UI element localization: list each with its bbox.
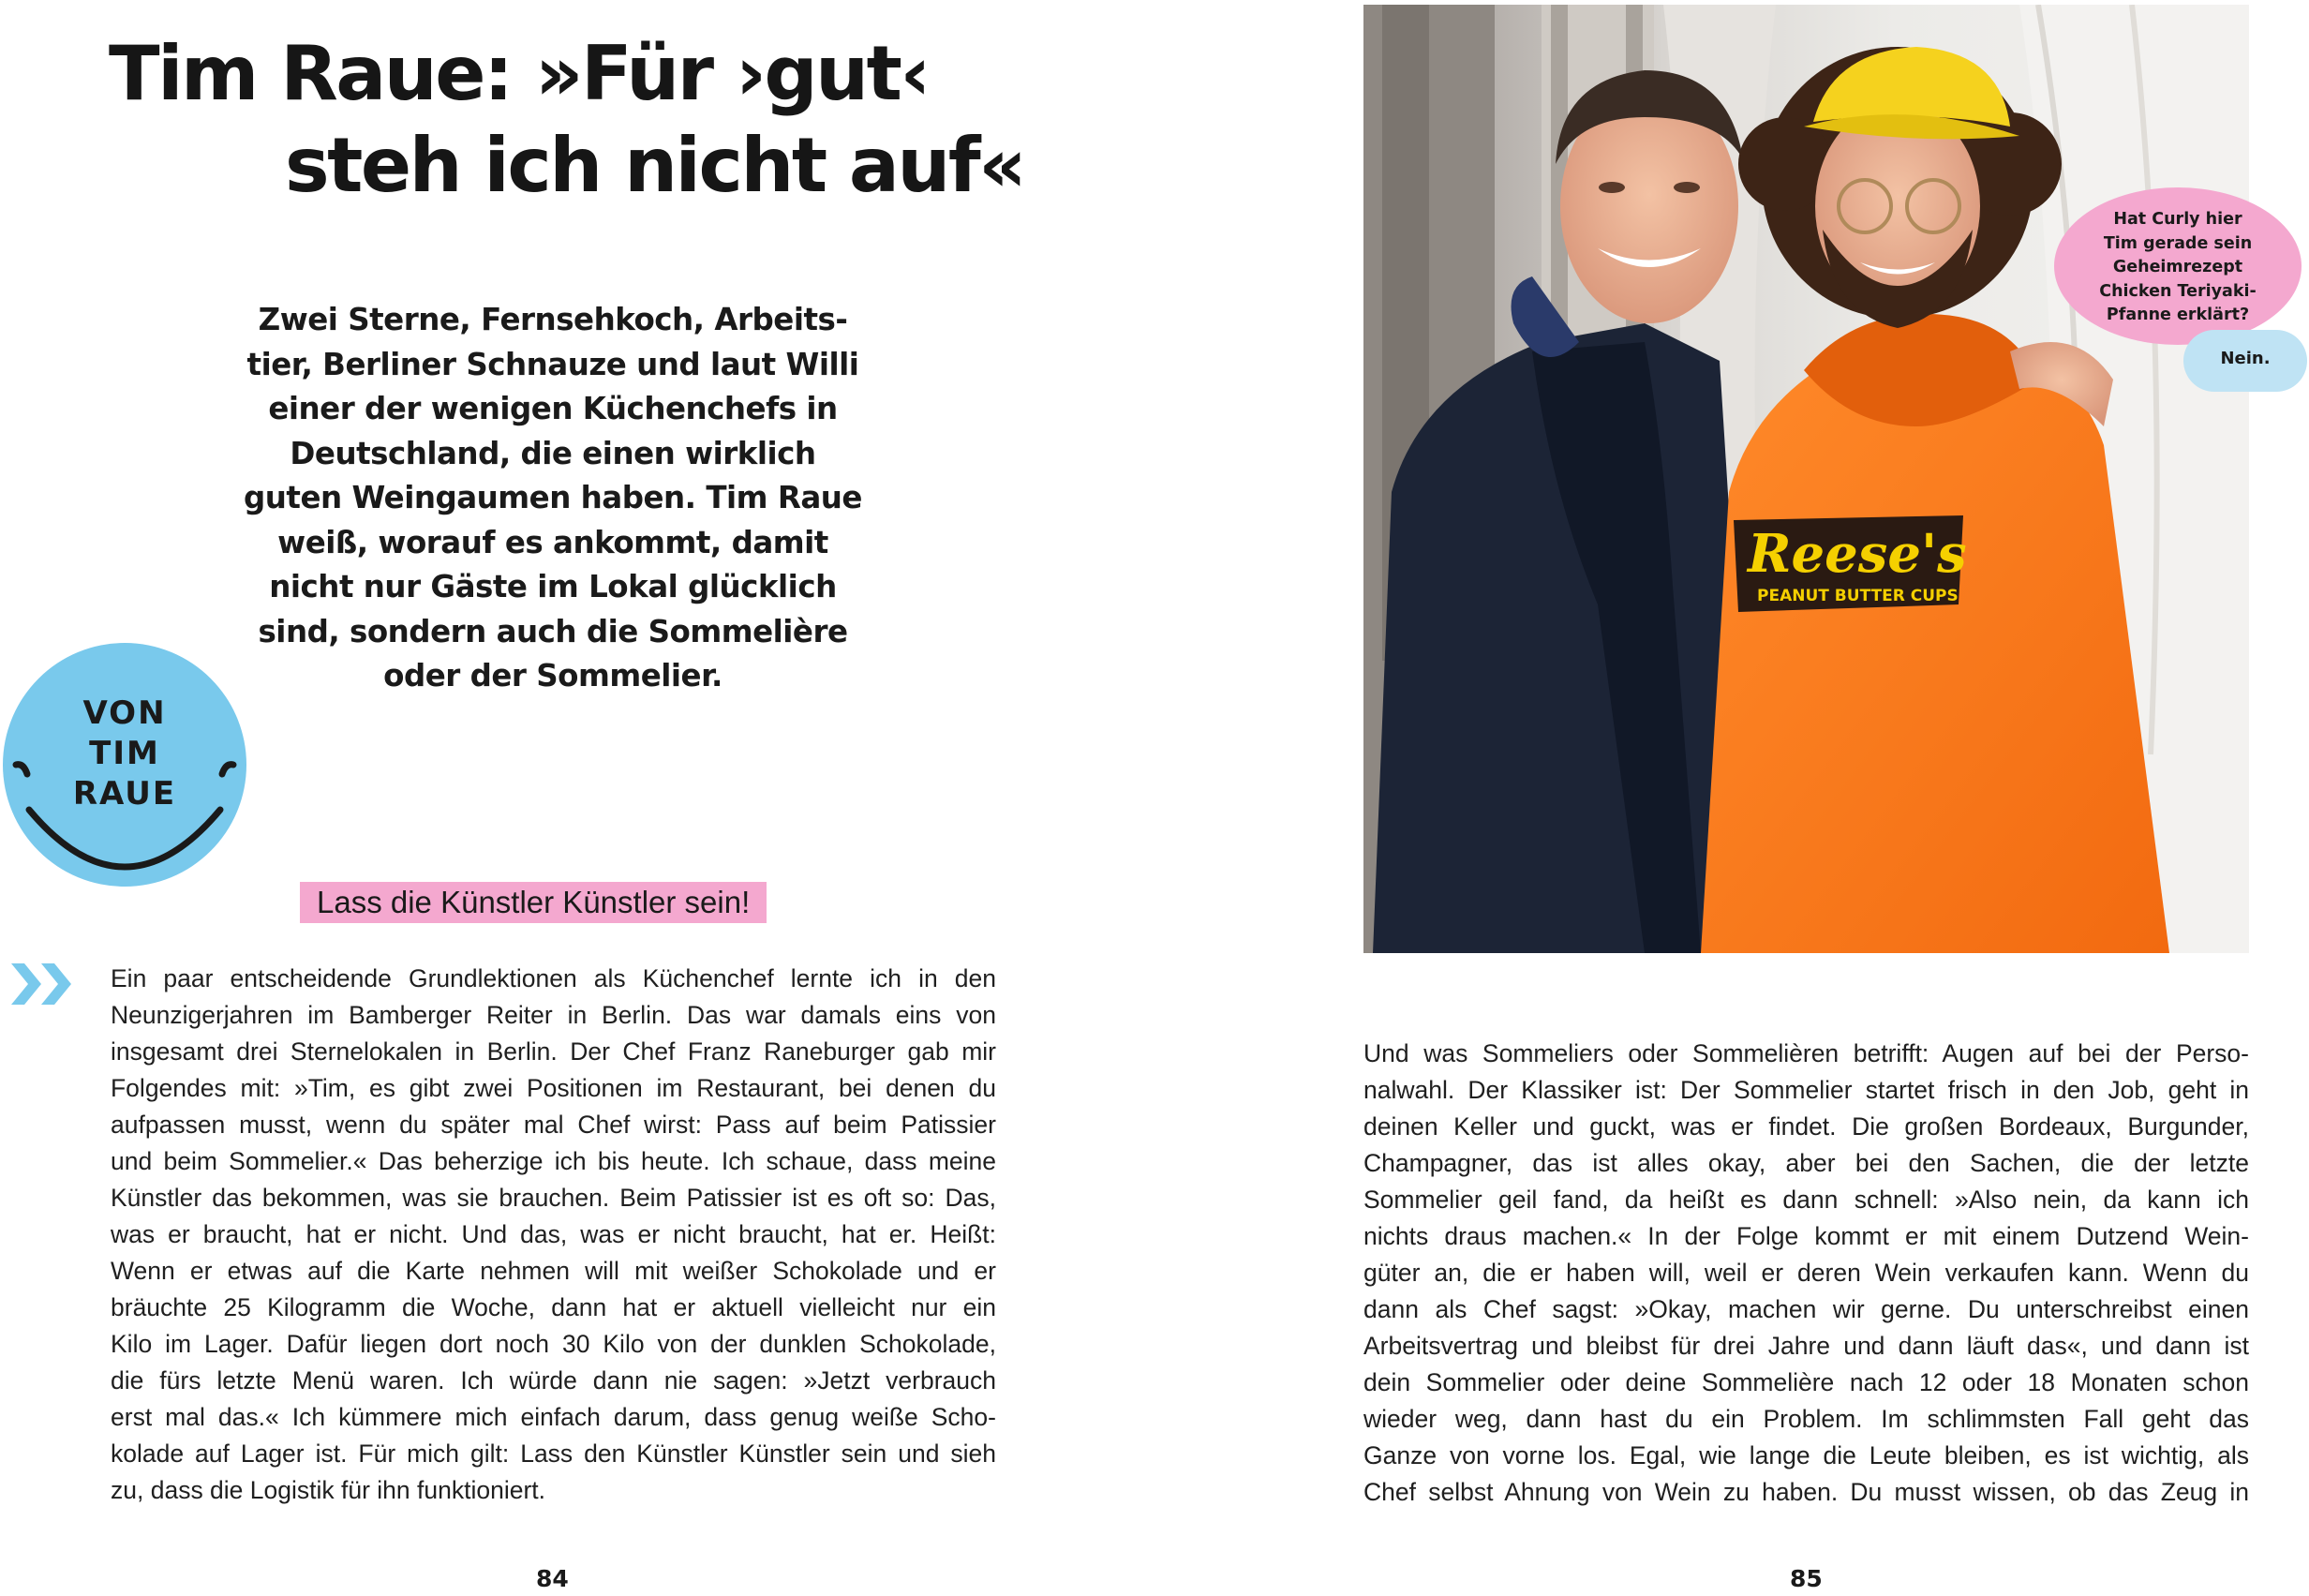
bubble-line: Hat Curly hier	[2113, 210, 2242, 229]
body-line: dann als Chef sagst: »Okay, machen wir gerne. Du unterschreibst einen	[1363, 1295, 2249, 1323]
body-line: was er braucht, hat er nicht. Und das, was er nicht braucht, hat er. Heißt:	[111, 1220, 996, 1248]
badge-text	[3, 694, 246, 814]
body-line: Ganze von vorne los. Egal, wie lange die Leute bleiben, es ist wichtig, als	[1363, 1441, 2249, 1469]
subheading: Lass die Künstler Künstler sein!	[300, 882, 767, 923]
bubble-line: Geheimrezept	[2112, 258, 2243, 276]
lead-line: tier, Berliner Schnauze und laut Willi	[246, 346, 859, 382]
lead-line: einer der wenigen Küchenchefs in	[268, 391, 838, 426]
body-line: nichts draus machen.« In der Folge kommt er mit einem Dutzend Wein-	[1363, 1222, 2249, 1250]
lead-line: Zwei Sterne, Fernsehkoch, Arbeits-	[258, 302, 848, 337]
headline-line-1: Tim Raue: »Für ›gut‹	[109, 30, 929, 117]
body-line: Kilo im Lager. Dafür liegen dort noch 30 Kilo von der dunklen Schokolade,	[111, 1330, 996, 1358]
badge-line: RAUE	[72, 775, 177, 813]
photo-tim-raue-and-curly	[1363, 5, 2249, 953]
body-line: Und was Sommeliers oder Sommelièren betrifft: Augen auf bei der Perso-	[1363, 1039, 2249, 1067]
page-number-left: 84	[536, 1565, 569, 1592]
body-line: dein Sommelier oder deine Sommelière nach 12 oder 18 Monaten schon	[1363, 1368, 2249, 1396]
photo-illustration	[1363, 5, 2249, 953]
lead-line: guten Weingaumen haben. Tim Raue	[244, 480, 862, 515]
body-line: und beim Sommelier.« Das beherzige ich bis heute. Ich schaue, dass meine	[111, 1147, 996, 1175]
body-line: nalwahl. Der Klassiker ist: Der Sommelier startet frisch in den Job, geht in	[1363, 1076, 2249, 1104]
body-line: wieder weg, dann hast du ein Problem. Im schlimmsten Fall geht das	[1363, 1405, 2249, 1433]
headline-line-2: steh ich nicht auf«	[285, 122, 1025, 209]
body-column-left	[111, 961, 996, 1509]
body-line: Arbeitsvertrag und bleibst für drei Jahre und dann läuft das«, und dann ist	[1363, 1332, 2249, 1360]
lead-line: nicht nur Gäste im Lokal glücklich	[269, 569, 837, 604]
body-line: aufpassen musst, wenn du später mal Chef wirst: Pass auf beim Patissier	[111, 1111, 996, 1139]
lead-paragraph	[234, 298, 871, 699]
body-line: Champagner, das ist alles okay, aber bei den Sachen, die der letzte	[1363, 1149, 2249, 1177]
bubble-line: Tim gerade sein	[2103, 233, 2253, 253]
headline	[109, 28, 1046, 212]
bubble-question-text	[2054, 208, 2302, 328]
body-column-right	[1363, 1036, 2249, 1511]
lead-line: sind, sondern auch die Sommelière	[258, 613, 848, 649]
body-line: Künstler das bekommen, was sie brauchen. Beim Patissier ist es oft so: Das,	[111, 1184, 996, 1212]
speech-bubble-question	[2054, 187, 2302, 345]
author-badge	[3, 643, 246, 887]
speech-bubble-answer	[2183, 330, 2307, 392]
body-line: Folgendes mit: »Tim, es gibt zwei Positionen im Restaurant, bei denen du	[111, 1074, 996, 1102]
body-line: Neunzigerjahren im Bamberger Reiter in Berlin. Das war damals eins von	[111, 1001, 996, 1029]
body-line: deinen Keller und guckt, was er findet. Die großen Bordeaux, Burgunder,	[1363, 1112, 2249, 1141]
badge-line: TIM	[89, 735, 160, 772]
body-line: Sommelier geil fand, da heißt es dann schnell: »Also nein, da kann ich	[1363, 1186, 2249, 1214]
body-line: Ein paar entscheidende Grundlektionen als Küchenchef lernte ich in den	[111, 964, 996, 992]
body-line: insgesamt drei Sternelokalen in Berlin. Der Chef Franz Raneburger gab mir	[111, 1037, 996, 1066]
bubble-line: Chicken Teriyaki-	[2099, 281, 2257, 301]
body-line: die fürs letzte Menü waren. Ich würde dann nie sagen: »Jetzt verbrauch	[111, 1366, 996, 1395]
lead-line: oder der Sommelier.	[383, 658, 722, 694]
lead-line: Deutschland, die einen wirklich	[290, 435, 816, 471]
body-line: Wenn er etwas auf die Karte nehmen will mit weißer Schokolade und er	[111, 1257, 996, 1285]
body-line: güter an, die er haben will, weil er deren Wein verkaufen kann. Wenn du	[1363, 1259, 2249, 1287]
body-line: bräuchte 25 Kilogramm die Woche, dann hat er aktuell vielleicht nur ein	[111, 1293, 996, 1321]
page-number-right: 85	[1790, 1565, 1823, 1592]
body-line: zu, dass die Logistik für ihn funktioniert.	[111, 1476, 545, 1504]
body-line: Chef selbst Ahnung von Wein zu haben. Du musst wissen, ob das Zeug in	[1363, 1478, 2249, 1506]
hoodie-print-sub: PEANUT BUTTER CUPS	[1757, 587, 1959, 605]
bubble-answer-text: Nein.	[2220, 349, 2271, 368]
bubble-line: Pfanne erklärt?	[2106, 306, 2250, 324]
badge-line: VON	[82, 694, 167, 732]
body-line: kolade auf Lager ist. Für mich gilt: Lass den Künstler Künstler sein und sieh	[111, 1439, 996, 1468]
double-chevron-icon	[11, 963, 75, 1005]
hoodie-print-main: Reese's	[1748, 523, 1967, 585]
body-line: erst mal das.« Ich kümmere mich einfach darum, dass genug weiße Scho-	[111, 1403, 996, 1431]
lead-line: weiß, worauf es ankommt, damit	[277, 524, 828, 560]
